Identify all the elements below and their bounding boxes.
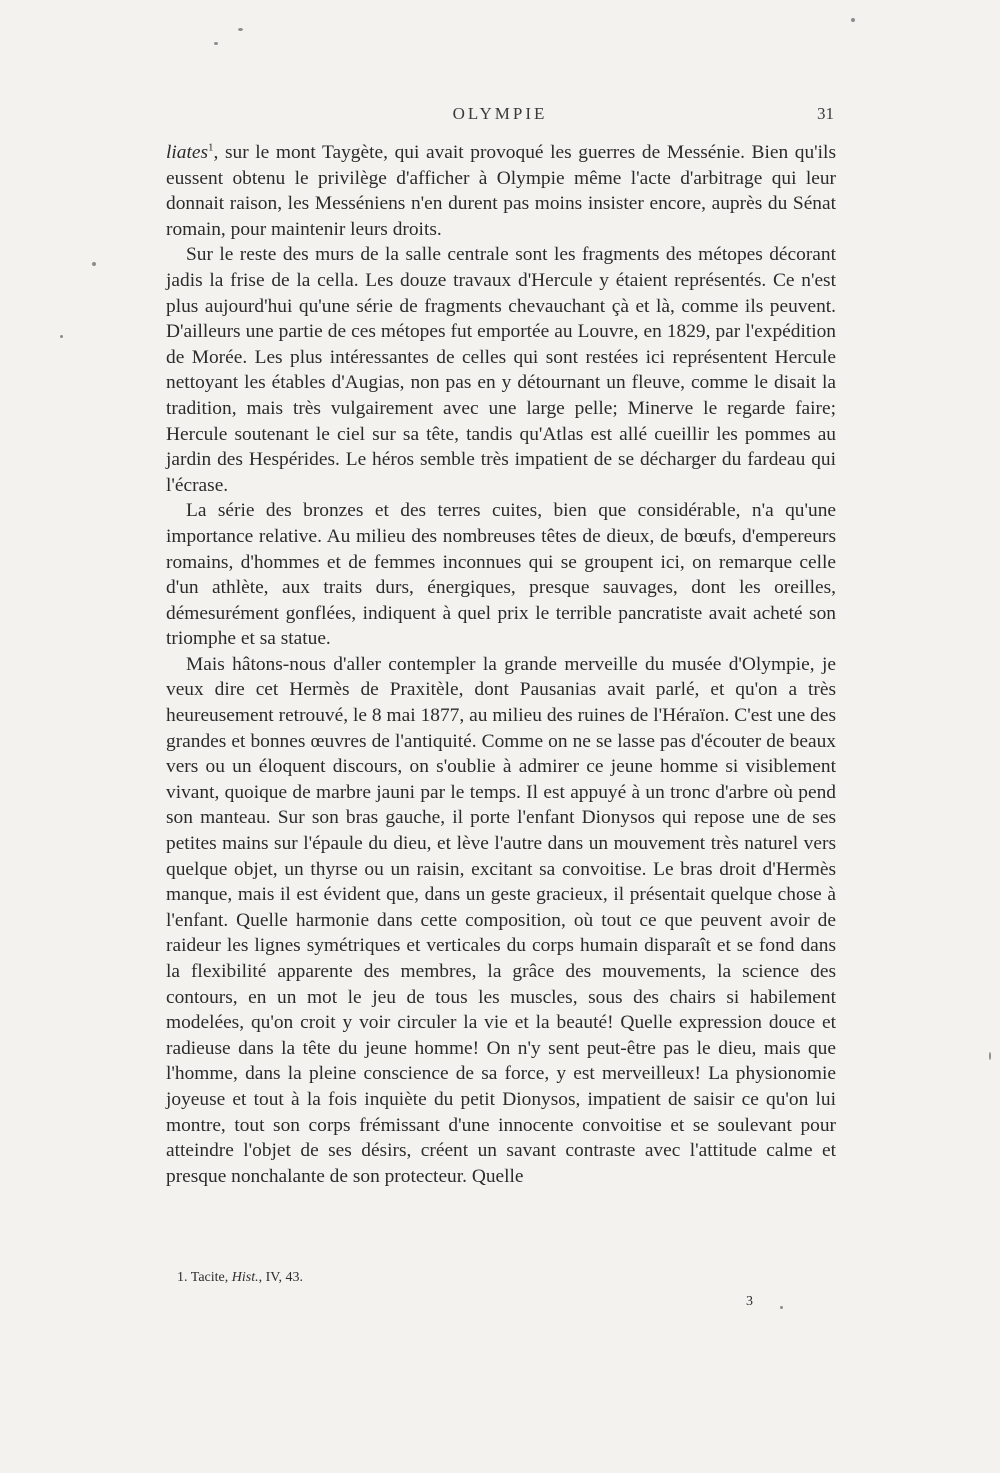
footnote-author: Tacite, <box>190 1270 232 1285</box>
page-number: 31 <box>817 104 834 123</box>
paper-speck <box>989 1052 991 1060</box>
footnote-work: Hist. <box>231 1270 259 1285</box>
paper-speck <box>780 1306 783 1309</box>
paragraph-4: Mais hâtons-nous d'aller contempler la grande merveille du musée d'Olympie, je veux dire cet Hermès de Praxitèle, dont Pausanias avait parlé, et qu'on a très heureusement retrouvé, le 8 mai 1877, au milieu des ruines de l'Héraïon. C'est une des grandes et bonnes œuvres de l'antiquité. Comme on ne se lasse pas d'écouter de beaux vers ou un éloquent discours, on s'oublie à admirer ce jeune homme si visiblement vivant, quoique de marbre jauni par le temps. Il est appuyé à un tronc d'arbre où pend son manteau. Sur son bras gauche, il porte l'enfant Dionysos qui repose une de ses petites mains sur l'épaule du dieu, et lève l'autre dans un mouvement très naturel vers quelque objet, un thyrse ou un raisin, excitant sa convoitise. Le bras droit d'Hermès manque, mais il est évident que, dans un geste gracieux, il présentait quelque chose à l'enfant. Quelle harmonie dans cette composition, où tout ce que peuvent avoir de raideur les lignes symétriques et verticales du corps humain disparaît et se fond dans la flexibilité apparente des membres, la grâce des mouvements, la science des contours, en un mot le jeu de tous les muscles, sous des chairs si habilement modelées, qu'on croit y voir circuler la vie et la beauté! Quelle expression douce et radieuse dans la tête du jeune homme! On n'y sent peut-être pas le dieu, mais que l'homme, dans la pleine conscience de sa force, y est merveilleux! La physionomie joyeuse et tout à la fois inquiète du petit Dionysos, impatient de saisir ce qu'on lui montre, tout son corps frémissant d'une innocente convoitise et se soulevant pour atteindre l'objet de ses désirs, créent un savant contraste avec l'attitude calme et presque nonchalante de son protecteur. Quelle <box>166 653 836 1187</box>
paper-speck <box>60 335 63 338</box>
paragraph-3: La série des bronzes et des terres cuites, bien que considérable, n'a qu'une importance relative. Au milieu des nombreuses têtes de dieux, de bœufs, d'empereurs romains, d'hommes et de femmes inconnues qui se groupent ici, on remarque celle d'un athlète, aux traits durs, énergiques, presque sauvages, dont les oreilles, démesurément gonflées, indiquent à quel prix le terrible pancratiste avait acheté son triomphe et sa statue. <box>166 500 836 650</box>
footnote-reference-text: , IV, 43. <box>258 1270 304 1285</box>
signature-mark: 3 <box>746 1294 753 1309</box>
running-title: OLYMPIE <box>452 104 548 123</box>
paragraph-1-text: , sur le mont Taygète, qui avait provoqué les guerres de Messénie. Bien qu'ils eussent obtenu le privilège d'afficher à Olympie même l'acte d'arbitrage qui leur donnait raison, les Messéniens n'en durent pas moins insister encore, auprès du Sénat romain, pour maintenir leurs droits. <box>166 142 836 240</box>
body-text <box>166 140 836 1189</box>
paper-speck <box>851 18 855 22</box>
running-head <box>0 104 1000 128</box>
paragraph-1 <box>166 140 836 242</box>
footnote-reference: 1 <box>208 141 214 154</box>
footnote-number: 1. <box>177 1270 191 1285</box>
paper-speck <box>214 42 218 45</box>
footnote <box>177 1270 303 1286</box>
paragraph-2: Sur le reste des murs de la salle centrale sont les fragments des métopes décorant jadis la frise de la cella. Les douze travaux d'Hercule y étaient représentés. Ce n'est plus aujourd'hui qu'une série de fragments chevauchant çà et là, comme ils peuvent. D'ailleurs une partie de ces métopes fut emportée au Louvre, en 1829, par l'expédition de Morée. Les plus intéressantes de celles qui sont restées ici représentent Hercule nettoyant les étables d'Augias, non pas en y détournant un fleuve, comme le disait la tradition, mais très vulgairement avec une large pelle; Minerve le regarde faire; Hercule soutenant le ciel sur sa tête, tandis qu'Atlas est allé cueillir les pommes au jardin des Hespérides. Le héros semble très impatient de se décharger du fardeau qui l'écrase. <box>166 244 836 496</box>
paper-speck <box>238 28 243 31</box>
paragraph-1-lead: liates <box>166 142 209 163</box>
paper-speck <box>92 262 96 266</box>
